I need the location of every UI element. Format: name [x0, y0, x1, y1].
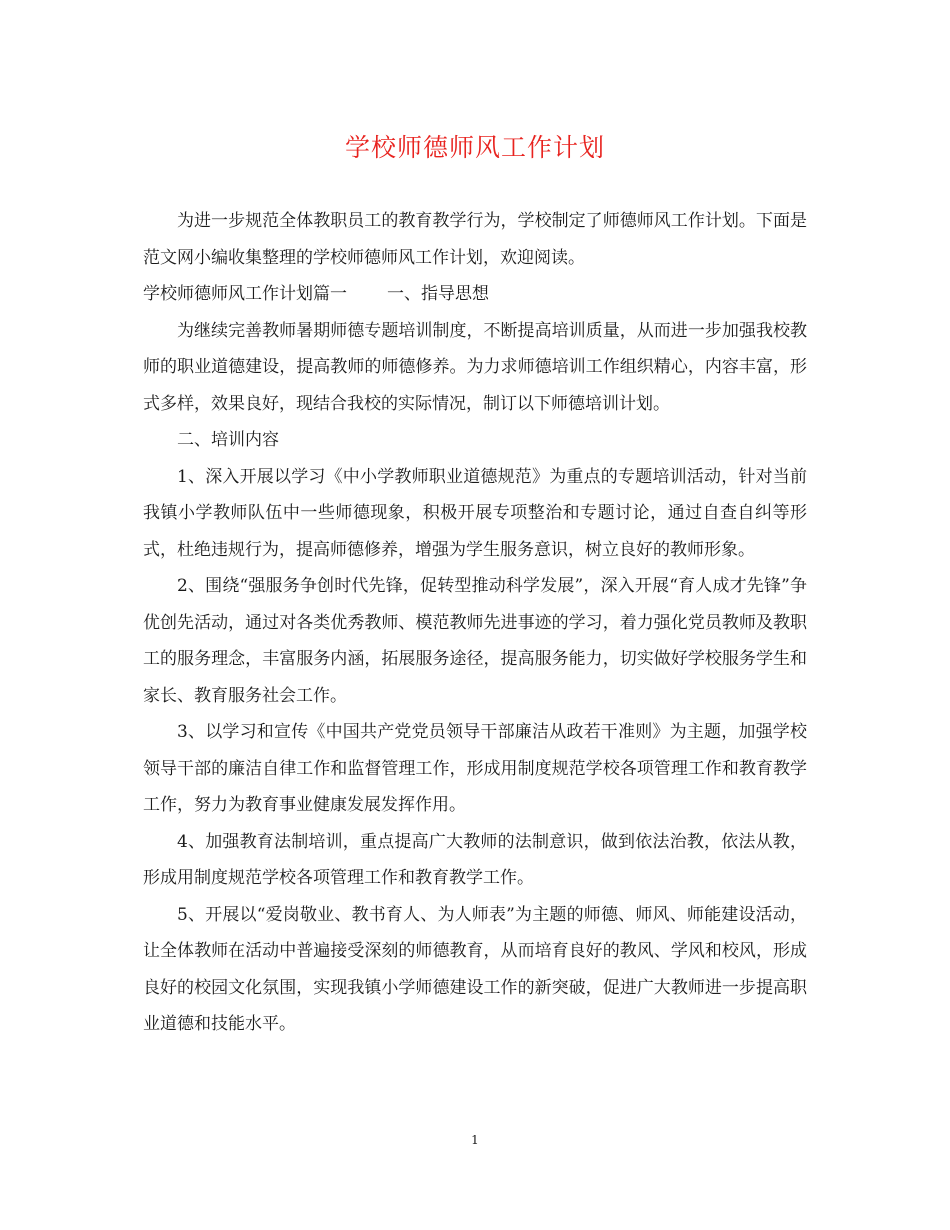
section-heading-training-content: 二、培训内容 — [177, 430, 279, 450]
training-item-3: 3、以学习和宣传《中国共产党党员领导干部廉洁从政若干准则》为主题，加强学校领导干部的廉洁自律工作和监督管理工作，形成用制度规范学校各项管理工作和教育教学工作，努力为教育事业健康发展发挥作用。 — [143, 722, 807, 815]
training-item-1: 1、深入开展以学习《中小学教师职业道德规范》为重点的专题培训活动，针对当前我镇小学教师队伍中一些师德现象，积极开展专项整治和专题讨论，通过自查自纠等形式，杜绝违规行为，提高师德修养，增强为学生服务意识，树立良好的教师形象。 — [143, 466, 807, 560]
section-heading-line — [143, 276, 807, 313]
training-item-4: 4、加强教育法制培训，重点提高广大教师的法制意识，做到依法治教，依法从教，形成用制度规范学校各项管理工作和教育教学工作。 — [143, 831, 807, 888]
document-title: 学校师德师风工作计划 — [344, 133, 605, 162]
training-item-2: 2、围绕“强服务争创时代先锋，促转型推动科学发展”，深入开展“育人成才先锋”争优创先活动，通过对各类优秀教师、模范教师先进事迹的学习，着力强化党员教师及教职工的服务理念，丰富服务内涵，拓展服务途径，提高服务能力，切实做好学校服务学生和家长、教育服务社会工作。 — [143, 576, 807, 706]
section-label: 学校师德师风工作计划篇一 — [143, 284, 347, 304]
document-body — [143, 203, 807, 1043]
guiding-thought-paragraph: 为继续完善教师暑期师德专题培训制度，不断提高培训质量，从而进一步加强我校教师的职业道德建设，提高教师的师德修养。为力求师德培训工作组织精心，内容丰富，形式多样，效果良好，现结合我校的实际情况，制订以下师德培训计划。 — [143, 320, 807, 414]
page-number: 1 — [471, 1133, 479, 1147]
training-item-5: 5、开展以“爱岗敬业、教书育人、为人师表”为主题的师德、师风、师能建设活动，让全体教师在活动中普遍接受深刻的师德教育，从而培育良好的教风、学风和校风，形成良好的校园文化氛围，实现我镇小学师德建设工作的新突破，促进广大教师进一步提高职业道德和技能水平。 — [143, 904, 807, 1034]
intro-paragraph: 为进一步规范全体教职员工的教育教学行为，学校制定了师德师风工作计划。下面是范文网小编收集整理的学校师德师风工作计划，欢迎阅读。 — [143, 211, 807, 268]
section-heading-guiding-thought: 一、指导思想 — [387, 284, 489, 304]
